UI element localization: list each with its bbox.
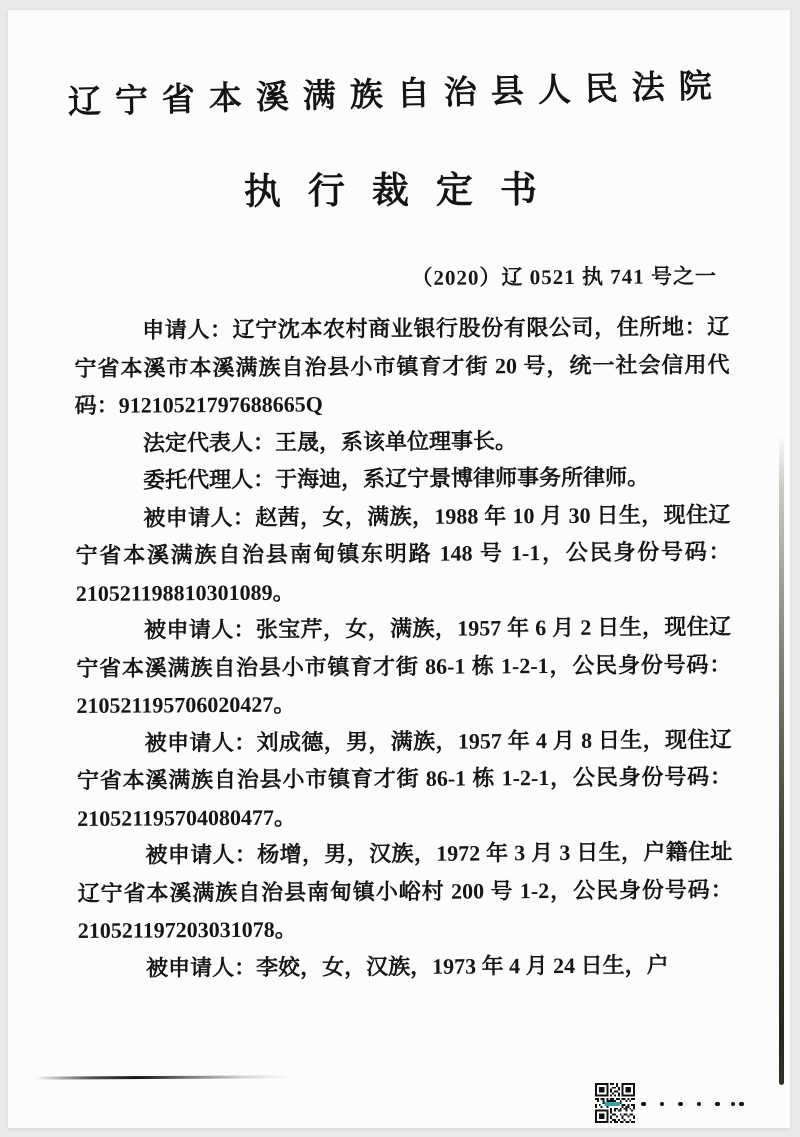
dot-mark (660, 1102, 665, 1107)
document-title: 执行裁定书 (243, 169, 564, 213)
dot-mark (715, 1102, 720, 1107)
paragraph-respondent-3: 被申请人：刘成德，男，满族，1957 年 4 月 8 日生，现住辽宁省本溪满族自治县小市镇育才街 86-1 栋 1-2-1，公民身份号码：210521195704080477。 (76, 726, 733, 831)
paragraph-respondent-4: 被申请人：杨增，男，汉族，1972 年 3 月 3 日生，户籍住址辽宁省本溪满族自治县南甸镇小峪村 200 号 1-2，公民身份号码：210521197203031078。 (77, 838, 733, 943)
dotted-separator-mark (641, 1101, 744, 1107)
dot-mark (641, 1102, 646, 1107)
qr-code-icon (594, 1083, 636, 1123)
dot-mark (739, 1102, 744, 1107)
court-name-heading: 辽宁省本溪满族自治县人民法院 (67, 68, 727, 122)
paragraph-agent: 委托代理人：于海迪，系辽宁景博律师事务所律师。 (143, 464, 650, 493)
document-page (8, 10, 790, 1128)
paragraph-respondent-5: 被申请人：李姣，女，汉族，1973 年 4 月 24 日生，户 (146, 951, 669, 981)
document-content (5, 8, 794, 1131)
paragraph-applicant: 申请人：辽宁沈本农村商业银行股份有限公司，住所地：辽宁省本溪市本溪满族自治县小市镇育才街 20 号，统一社会信用代码：91210521797688665Q (74, 313, 730, 418)
paragraph-respondent-1: 被申请人：赵茜，女，满族，1988 年 10 月 30 日生，现住辽宁省本溪满族自治县南甸镇东明路 148 号 1-1，公民身份号码：210521198810301089。 (75, 501, 731, 606)
dot-mark (678, 1102, 683, 1107)
dot-mark (731, 1102, 736, 1107)
dot-mark (697, 1102, 702, 1107)
paragraph-legal-rep: 法定代表人：王晟，系该单位理事长。 (142, 427, 517, 456)
case-number: （2020）辽 0521 执 741 号之一 (411, 264, 717, 290)
scan-edge-mark-artifact (779, 435, 784, 1085)
paragraph-respondent-2: 被申请人：张宝芹，女，满族，1957 年 6 月 2 日生，现住辽宁省本溪满族自治县小市镇育才街 86-1 栋 1-2-1，公民身份号码：210521195706020427。 (76, 613, 732, 718)
document-body (74, 308, 733, 987)
